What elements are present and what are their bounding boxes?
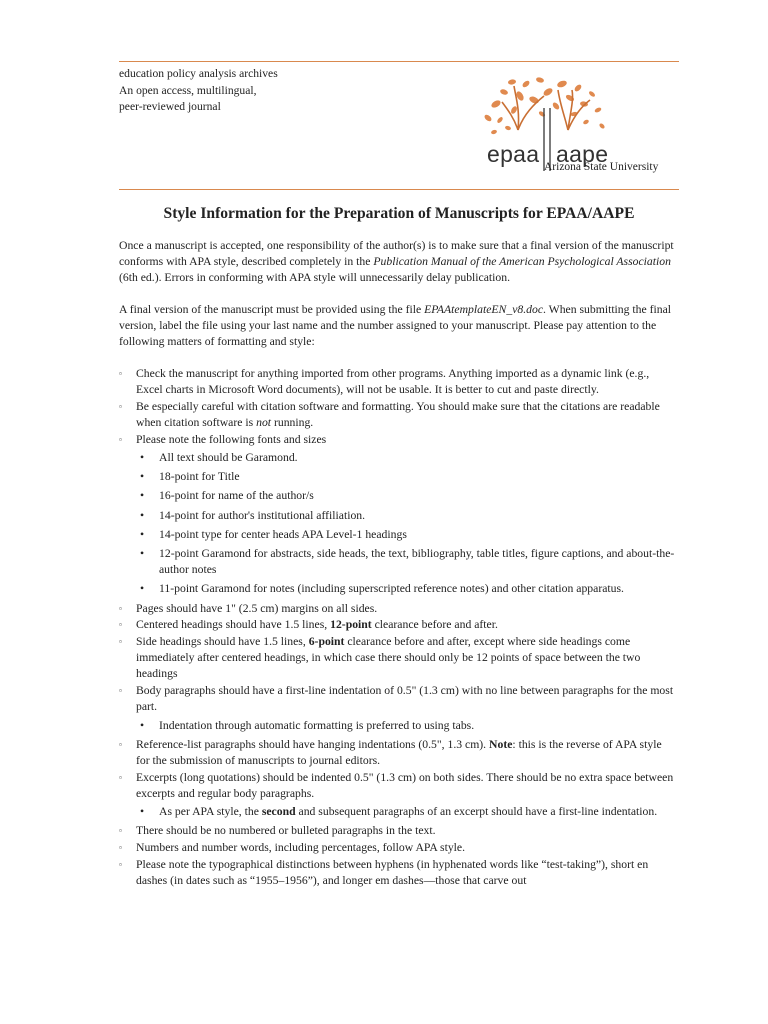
list-item: [119, 823, 677, 839]
round-bullet-icon: •: [140, 451, 145, 465]
square-bullet-icon: ▫: [119, 369, 122, 378]
item-reference-text-c: : this is the reverse of APA style for the submission of manuscripts to journal editors.: [136, 737, 662, 767]
item-check-text: Check the manuscript for anything imported from other programs. Anything imported as a dynamic link (e.g., Excel charts in Microsoft Word documents), will not be usable. It is better to cut and paste directly.: [136, 367, 650, 397]
journal-line-1: education policy analysis archives: [119, 67, 278, 80]
journal-line-3: peer-reviewed journal: [119, 100, 221, 113]
sub-list-item: [136, 450, 677, 466]
round-bullet-icon: •: [140, 547, 145, 561]
p1-text-a: Once a manuscript is accepted, one responsibility of the author(s) is to make sure that a final version of the manuscript conforms with APA style, described completely in the: [119, 239, 674, 269]
list-item: [119, 399, 677, 431]
apa-manual-title: Publication Manual of the American Psychological Association: [373, 255, 671, 269]
square-bullet-icon: ▫: [119, 772, 122, 782]
intro-paragraph-2: [119, 302, 677, 351]
journal-description: [119, 66, 278, 116]
square-bullet-icon: ▫: [119, 603, 122, 613]
square-bullet-icon: ▫: [119, 842, 122, 852]
item-centered-text-a: Centered headings should have 1.5 lines,: [136, 618, 331, 632]
list-item: [119, 857, 677, 889]
round-bullet-icon: •: [140, 718, 145, 732]
square-bullet-icon: ▫: [119, 620, 122, 630]
list-item: [119, 617, 677, 633]
list-item: [119, 432, 677, 598]
font-rule-text: 11-point Garamond for notes (including superscripted reference notes) and other citation apparatus.: [159, 582, 624, 596]
square-bullet-icon: ▫: [119, 637, 122, 647]
excerpts-sublist: [136, 804, 677, 820]
item-numbered-text: There should be no numbered or bulleted paragraphs in the text.: [136, 824, 436, 838]
sub-list-item: [136, 527, 677, 543]
journal-line-2: An open access, multilingual,: [119, 83, 257, 97]
item-hyphens-text: Please note the typographical distinctions between hyphens (in hyphenated words like “test-taking”), short en dashes (in dates such as “1955–1956”), and longer em dashes—those that carve out: [136, 857, 649, 887]
square-bullet-icon: ▫: [119, 686, 122, 696]
sub-list-item: [136, 546, 677, 578]
round-bullet-icon: •: [140, 470, 145, 484]
header-top-rule: [119, 61, 679, 62]
font-rule-text: 14-point for author's institutional affiliation.: [159, 508, 366, 522]
item-excerpts-text: Excerpts (long quotations) should be indented 0.5" (1.3 cm) on both sides. There should be no extra space between excerpts and regular body paragraphs.: [136, 770, 674, 800]
item-centered-bold: 12-point: [330, 618, 372, 632]
item-numbers-text: Numbers and number words, including percentages, follow APA style.: [136, 840, 466, 854]
item-margins-text: Pages should have 1" (2.5 cm) margins on all sides.: [136, 601, 378, 615]
square-bullet-icon: ▫: [119, 826, 122, 836]
item-careful-text-b: running.: [271, 416, 314, 430]
header-bottom-rule: [119, 189, 679, 190]
list-item: [119, 366, 677, 398]
list-item: [119, 601, 677, 617]
square-bullet-icon: ▫: [119, 739, 122, 749]
font-rule-text: 14-point type for center heads APA Level-1 headings: [159, 527, 407, 541]
item-fonts-text: Please note the following fonts and sizes: [136, 432, 327, 446]
fonts-sublist: [136, 450, 677, 598]
page-title: Style Information for the Preparation of Manuscripts for EPAA/AAPE: [163, 205, 635, 222]
indentation-note-text: Indentation through automatic formatting is preferred to using tabs.: [159, 718, 475, 732]
round-bullet-icon: •: [140, 489, 145, 503]
sub-list-item: [136, 508, 677, 524]
item-careful-text-a: Be especially careful with citation software and formatting. You should make sure that the citations are readable when citation software is: [136, 399, 660, 430]
font-rule-text: 12-point Garamond for abstracts, side heads, the text, bibliography, table titles, figure captions, and about-the-author notes: [159, 547, 675, 577]
university-name: Arizona State University: [544, 161, 659, 173]
item-careful-emphasis: not: [256, 416, 272, 430]
sub-list-item: [136, 718, 677, 734]
p2-text-a: A final version of the manuscript must be provided using the file: [119, 303, 425, 316]
list-item: [119, 634, 677, 683]
item-side-text-c: clearance before and after, except where side headings come immediately after centered headings, in which case there should only be 12 points of space between the two headings: [136, 635, 641, 681]
square-bullet-icon: ▫: [119, 434, 122, 444]
item-reference-bold: Note: [489, 737, 513, 751]
excerpt-note-text-a: As per APA style, the: [159, 805, 262, 819]
round-bullet-icon: •: [140, 805, 145, 819]
item-centered-text-c: clearance before and after.: [371, 618, 498, 632]
sub-list-item: [136, 488, 677, 504]
excerpt-note-text-c: and subsequent paragraphs of an excerpt should have a first-line indentation.: [295, 805, 658, 819]
item-body-paragraphs-text: Body paragraphs should have a first-line indentation of 0.5" (1.3 cm) with no line between paragraphs for the most part.: [136, 684, 674, 714]
logo-text-epaa: epaa: [487, 141, 540, 167]
sub-list-item: [136, 469, 677, 485]
body-paragraphs-sublist: [136, 718, 677, 734]
font-rule-text: All text should be Garamond.: [159, 451, 298, 465]
square-bullet-icon: ▫: [119, 401, 122, 411]
sub-list-item: [136, 804, 677, 820]
template-filename: EPAAtemplateEN_v8.doc: [424, 303, 544, 316]
list-item: [119, 683, 677, 734]
font-rule-text: 16-point for name of the author/s: [159, 489, 314, 503]
font-rule-text: 18-point for Title: [159, 470, 240, 484]
item-side-text-a: Side headings should have 1.5 lines,: [136, 635, 309, 649]
list-item: [119, 770, 677, 821]
excerpt-note-bold: second: [261, 805, 296, 819]
item-reference-text-a: Reference-list paragraphs should have hanging indentations (0.5", 1.3 cm).: [136, 737, 490, 751]
intro-paragraph-1: [119, 238, 677, 287]
round-bullet-icon: •: [140, 508, 145, 522]
square-bullet-icon: ▫: [119, 859, 122, 869]
round-bullet-icon: •: [140, 582, 145, 596]
p1-text-b: (6th ed.). Errors in conforming with APA style will unnecessarily delay publication.: [119, 271, 511, 285]
logo-text-aape: aape: [556, 141, 609, 167]
p2-text-b: . When submitting the final version, label the file using your last name and the number assigned to your manuscript. Please pay attention to the following matters of formatting and style:: [119, 303, 672, 349]
formatting-list: [119, 366, 677, 890]
round-bullet-icon: •: [140, 527, 145, 541]
sub-list-item: [136, 581, 677, 597]
item-side-bold: 6-point: [308, 635, 345, 649]
list-item: [119, 840, 677, 856]
list-item: [119, 737, 677, 769]
